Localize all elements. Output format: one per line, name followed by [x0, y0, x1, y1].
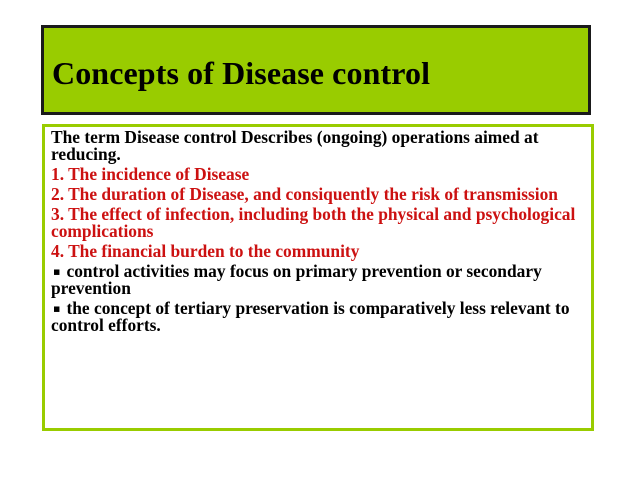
bullet-item-primary-prevention	[51, 263, 587, 297]
square-bullet-icon: ▪	[53, 265, 61, 278]
bullet-item-tertiary-preservation	[51, 300, 587, 334]
slide-title: Concepts of Disease control	[52, 54, 431, 91]
list-item-2: 2. The duration of Disease, and consiquently the risk of transmission	[51, 184, 558, 204]
intro-paragraph: The term Disease control Describes (ongoing) operations aimed at reducing.	[51, 127, 539, 164]
list-item-3: 3. The effect of infection, including both the physical and psychological complications	[51, 204, 576, 241]
bullet-text-primary-prevention: control activities may focus on primary prevention or secondary prevention	[51, 261, 542, 298]
bullet-text-tertiary-preservation: the concept of tertiary preservation is comparatively less relevant to control efforts.	[51, 298, 570, 335]
list-item-4: 4. The financial burden to the community	[51, 241, 360, 261]
list-item-1: 1. The incidence of Disease	[51, 164, 250, 184]
slide-title-box	[41, 25, 591, 115]
square-bullet-icon: ▪	[53, 302, 61, 315]
slide-content-box	[42, 124, 594, 431]
